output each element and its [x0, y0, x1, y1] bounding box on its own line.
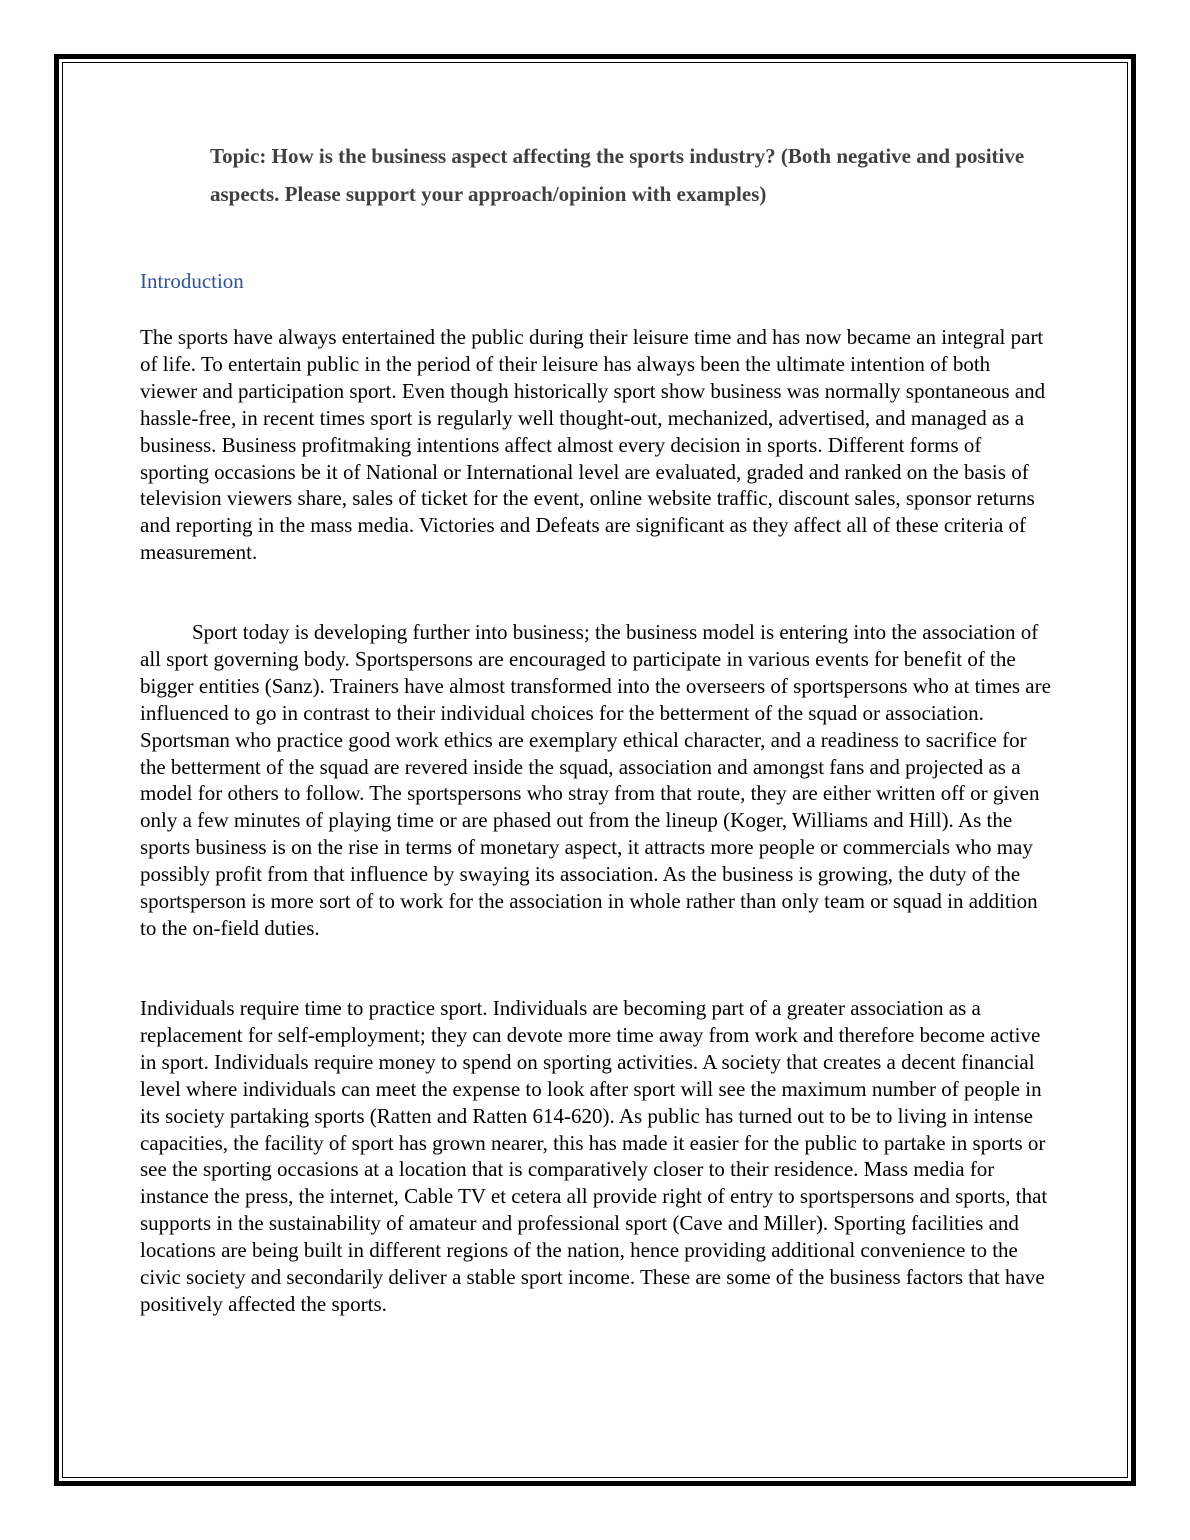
section-heading-introduction: Introduction [140, 269, 244, 293]
paragraph-2: Sport today is developing further into business; the business model is entering into the association of all sport governing body. Sportspersons are encouraged to participate in various events for benefit of the bigger entities (Sanz). Trainers have almost transformed into the overseers of sportspersons who at times are influenced to go in contrast to their individual choices for the betterment of the squad or association. Sportsman who practice good work ethics are exemplary ethical character, and a readiness to sacrifice for the betterment of the squad are revered inside the squad, association and amongst fans and projected as a model for others to follow. The sportspersons who stray from that route, they are either written off or given only a few minutes of playing time or are phased out from the lineup (Koger, Williams and Hill). As the sports business is on the rise in terms of monetary aspect, it attracts more people or commercials who may possibly profit from that influence by swaying its association. As the business is growing, the duty of the sportsperson is more sort of to work for the association in whole rather than only team or squad in addition to the on-field duties. [140, 620, 1051, 940]
paragraph-3: Individuals require time to practice sport. Individuals are becoming part of a greater association as a replacement for self-employment; they can devote more time away from work and therefore become active in sport. Individuals require money to spend on sporting activities. A society that creates a decent financial level where individuals can meet the expense to look after sport will see the maximum number of people in its society partaking sports (Ratten and Ratten 614-620). As public has turned out to be to living in intense capacities, the facility of sport has grown nearer, this has made it easier for the public to partake in sports or see the sporting occasions at a location that is comparatively closer to their residence. Mass media for instance the press, the internet, Cable TV et cetera all provide right of entry to sportspersons and sports, that supports in the sustainability of amateur and professional sport (Cave and Miller). Sporting facilities and locations are being built in different regions of the nation, hence providing additional convenience to the civic society and secondarily deliver a stable sport income. These are some of the business factors that have positively affected the sports. [140, 996, 1048, 1316]
paragraph-1: The sports have always entertained the public during their leisure time and has now became an integral part of life. To entertain public in the period of their leisure has always been the ultimate intention of both viewer and participation sport. Even though historically sport show business was normally spontaneous and hassle-free, in recent times sport is regularly well thought-out, mechanized, advertised, and managed as a business. Business profitmaking intentions affect almost every decision in sports. Different forms of sporting occasions be it of National or International level are evaluated, graded and ranked on the basis of television viewers share, sales of ticket for the event, online website traffic, discount sales, sponsor returns and reporting in the mass media. Victories and Defeats are significant as they affect all of these criteria of measurement. [140, 325, 1046, 565]
document-topic: Topic: How is the business aspect affecting the sports industry? (Both negative and positive aspects. Please support your approach/opinion with examples) [210, 144, 1025, 206]
